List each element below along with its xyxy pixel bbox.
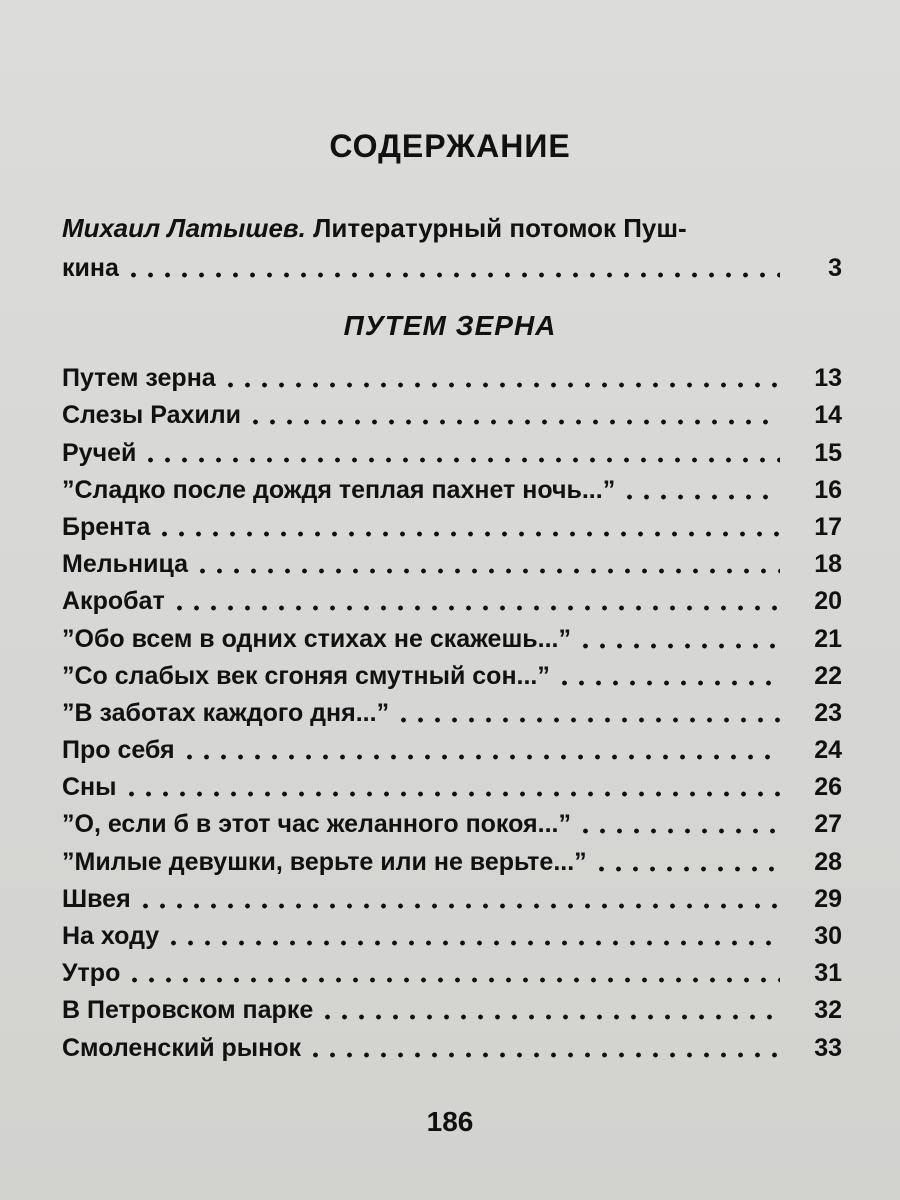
dot-leader: [165, 925, 780, 947]
toc-entry: [62, 654, 842, 691]
toc-entry-title: Смоленский рынок: [62, 1033, 302, 1062]
toc-entry-page: 20: [814, 587, 842, 616]
dot-leader: [181, 739, 780, 761]
toc-entry: [62, 691, 842, 728]
toc-entry-title: Швея: [62, 884, 131, 913]
toc-entry: [62, 839, 842, 876]
toc-entry-title: ”Сладко после дождя теплая пахнет ночь...”: [62, 475, 616, 504]
toc-entry-page: 17: [814, 512, 842, 541]
toc-entry: [62, 951, 842, 988]
toc-entry-page: 28: [814, 847, 842, 876]
toc-entry-title: ”Со слабых век сгоняя смутный сон...”: [62, 661, 550, 690]
toc-entry-page: 15: [814, 438, 842, 467]
toc-entry-page: 21: [814, 624, 842, 653]
dot-leader: [577, 813, 780, 835]
toc-entry-page: 26: [814, 773, 842, 802]
toc-entry-title: В Петровском парке: [62, 996, 314, 1025]
toc-entry: [62, 765, 842, 802]
toc-entry-title: Брента: [62, 512, 151, 541]
intro-entry-continuation: [62, 246, 842, 283]
toc-entry-title: Акробат: [62, 587, 165, 616]
toc-entry: [62, 1025, 842, 1062]
toc-entry: [62, 616, 842, 653]
toc-entry-title: ”Милые девушки, верьте или не верьте...”: [62, 847, 587, 876]
intro-title-part2: кина: [62, 254, 119, 283]
toc-entry: [62, 393, 842, 430]
dot-leader: [137, 888, 780, 910]
toc-entry-page: 22: [814, 661, 842, 690]
intro-title-part1: Литературный потомок Пуш-: [313, 213, 687, 243]
dot-leader: [142, 442, 780, 464]
toc-entry-title: Мельница: [62, 550, 189, 579]
toc-entry: [62, 468, 842, 505]
dot-leader: [126, 962, 780, 984]
toc-entry-page: 32: [814, 996, 842, 1025]
toc-entry-page: 31: [814, 959, 842, 988]
toc-list: [62, 356, 842, 1063]
toc-entry-page: 16: [814, 475, 842, 504]
dot-leader: [621, 479, 780, 501]
toc-entry: [62, 430, 842, 467]
dot-leader: [123, 776, 780, 798]
toc-entry-title: ”Обо всем в одних стихах не скажешь...”: [62, 624, 571, 653]
toc-entry-title: Сны: [62, 773, 117, 802]
toc-entry: [62, 877, 842, 914]
toc-entry: [62, 356, 842, 393]
toc-entry-title: На ходу: [62, 922, 160, 950]
toc-entry: [62, 505, 842, 542]
toc-entry-page: 24: [814, 736, 842, 765]
toc-entry: [62, 579, 842, 616]
toc-entry-page: 30: [814, 922, 842, 950]
page-title: СОДЕРЖАНИЕ: [329, 128, 571, 164]
toc-entry-title: Путем зерна: [62, 364, 216, 393]
dot-leader: [247, 404, 780, 426]
toc-entry-title: ”О, если б в этот час желанного покоя...”: [62, 810, 571, 839]
toc-entry-title: ”В заботах каждого дня...”: [62, 698, 390, 727]
toc-entry: [62, 542, 842, 579]
intro-page-number: 3: [828, 254, 842, 283]
dot-leader: [222, 367, 780, 389]
dot-leader: [556, 665, 780, 687]
intro-entry: [62, 210, 842, 246]
dot-leader: [577, 628, 780, 650]
dot-leader: [171, 590, 780, 612]
page-number: 186: [426, 1106, 474, 1137]
toc-entry-page: 13: [814, 364, 842, 393]
dot-leader: [194, 553, 780, 575]
toc-entry: [62, 728, 842, 765]
dot-leader: [307, 1037, 780, 1059]
toc-entry-page: 14: [814, 401, 842, 430]
toc-entry-page: 29: [814, 884, 842, 913]
section-heading: ПУТЕМ ЗЕРНА: [343, 310, 557, 341]
toc-entry: [62, 988, 842, 1025]
toc-entry-title: Ручей: [62, 438, 137, 467]
toc-entry-page: 18: [814, 550, 842, 579]
toc-entry-page: 33: [814, 1033, 842, 1062]
dot-leader: [593, 851, 780, 873]
toc-entry-page: 23: [814, 698, 842, 727]
toc-entry-title: Утро: [62, 959, 121, 988]
intro-author: Михаил Латышев.: [62, 213, 306, 243]
toc-entry-page: 27: [814, 810, 842, 839]
dot-leader: [319, 999, 780, 1021]
dot-leader: [125, 257, 780, 279]
dot-leader: [395, 702, 780, 724]
toc-entry: [62, 914, 842, 951]
toc-entry-title: Про себя: [62, 736, 175, 765]
toc-entry: [62, 802, 842, 839]
toc-entry-title: Слезы Рахили: [62, 401, 242, 430]
dot-leader: [156, 516, 780, 538]
